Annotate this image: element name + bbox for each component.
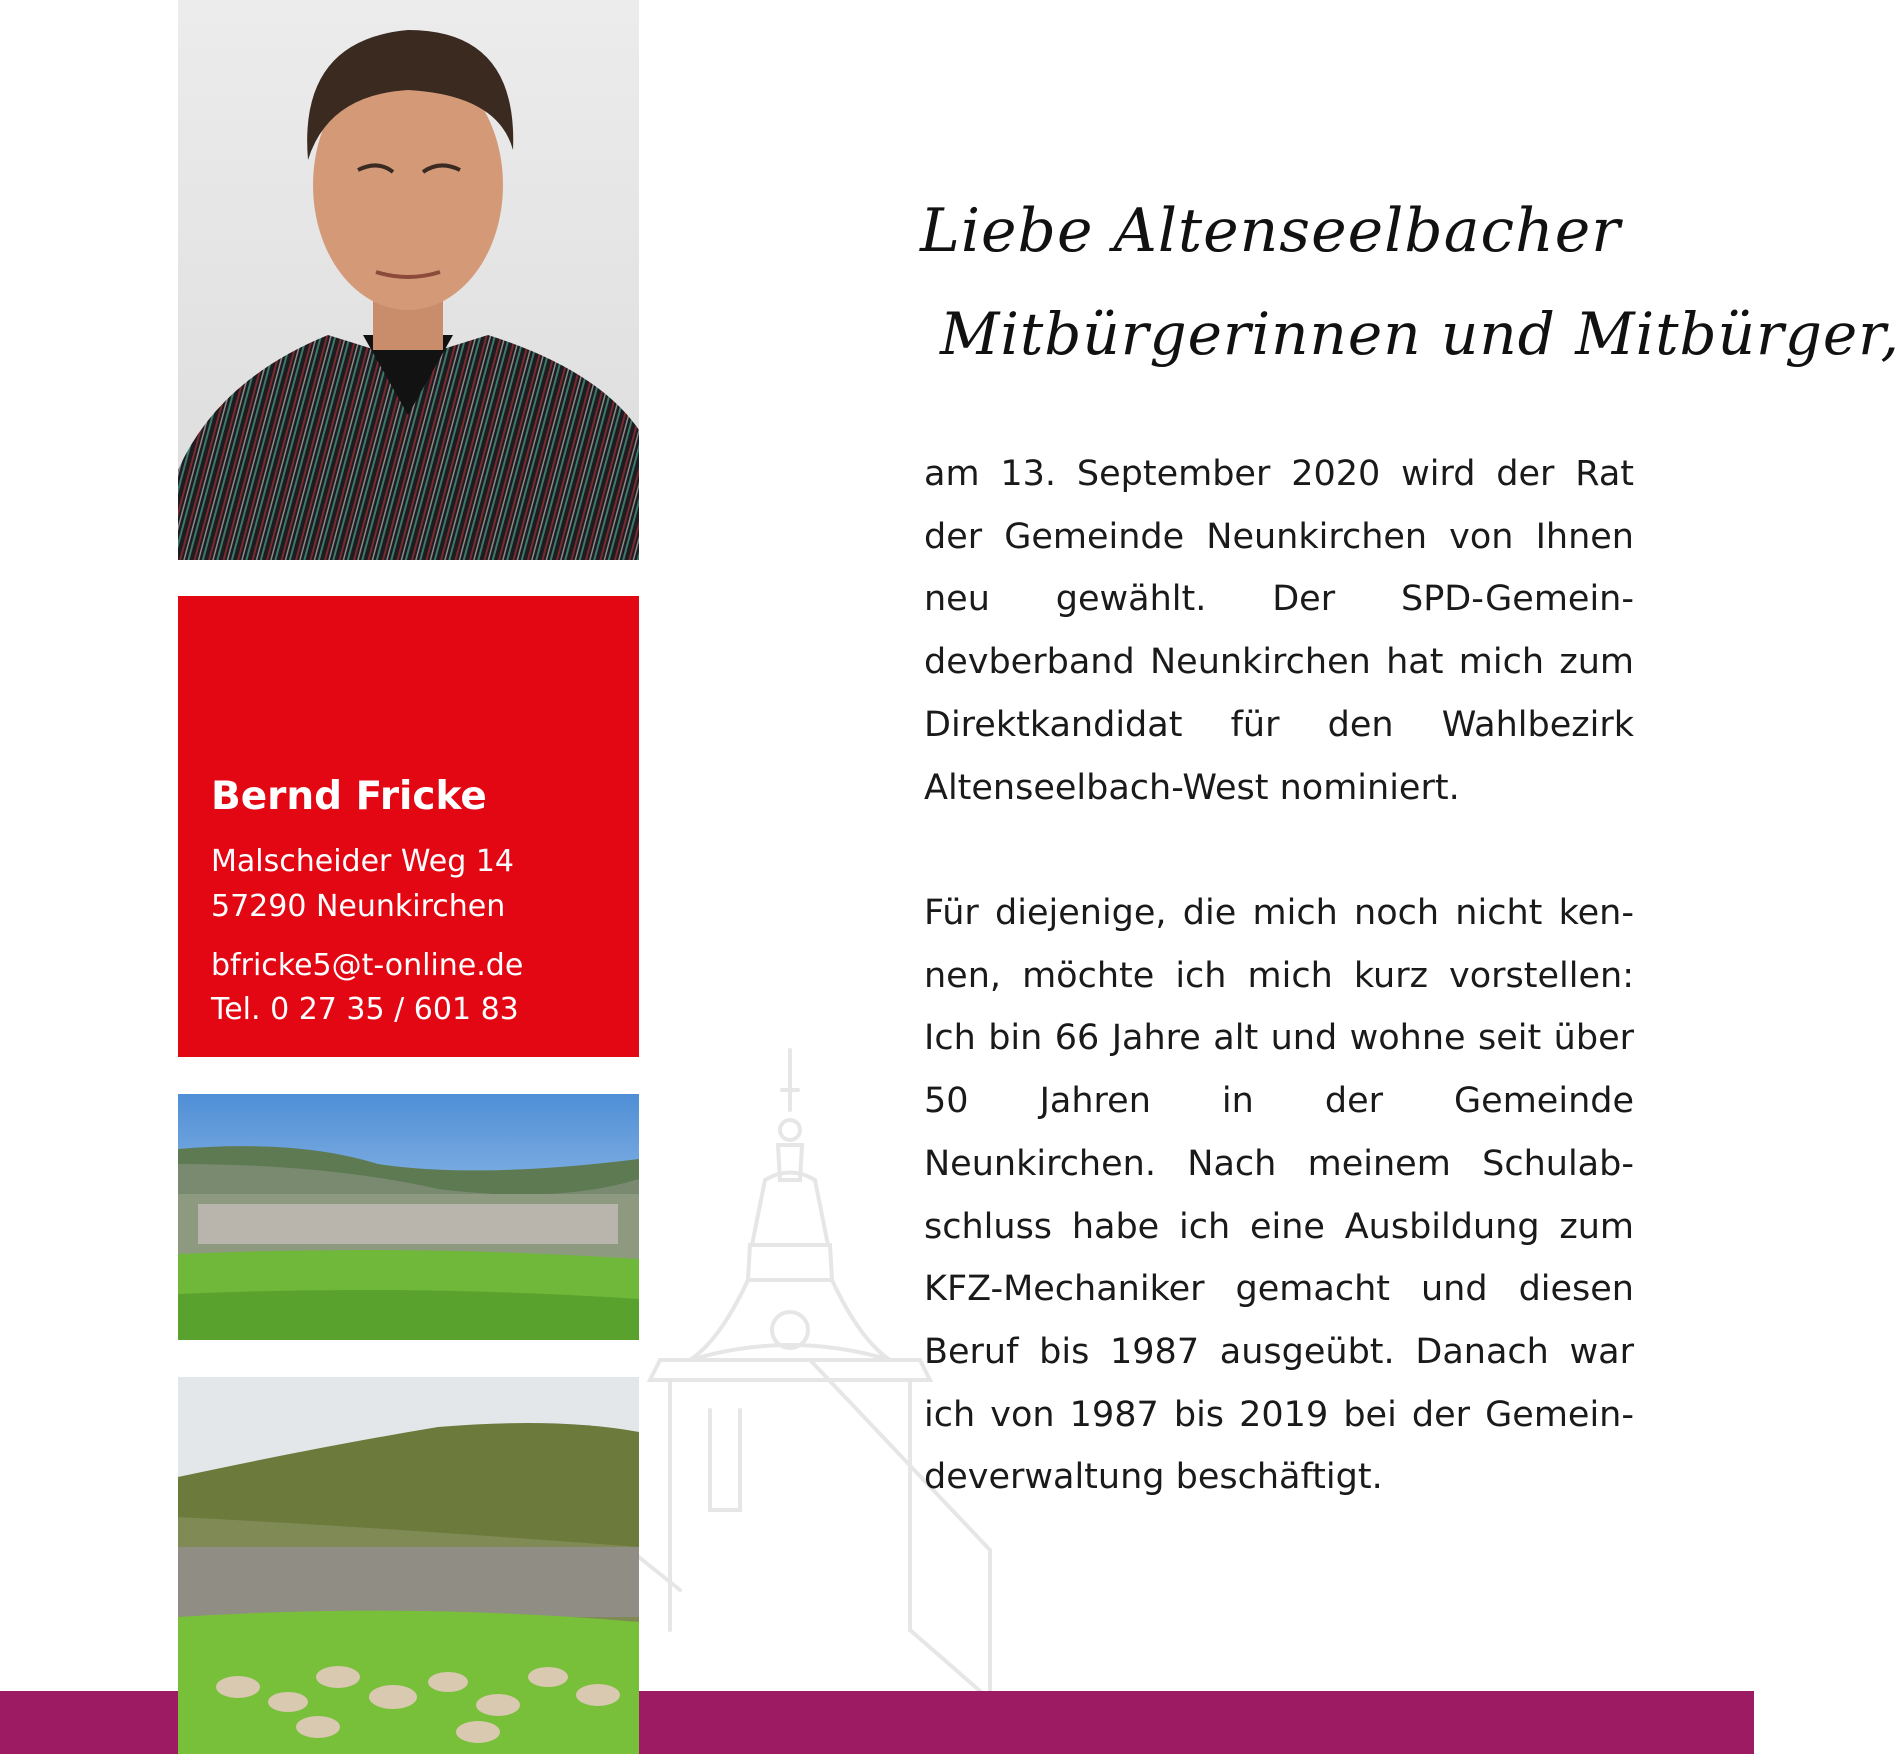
candidate-portrait-photo (178, 0, 639, 560)
biography-paragraph: Für diejenige, die mich noch nicht kennen, möchte ich mich kurz vorstellen: Ich bin 66 Jahre alt und wohne seit über 50 Jahren in der Gemeinde Neunkirchen. Nach meinem Schulabschluss habe ich eine Ausbildung zum KFZ-Mechaniker gemacht und diesen Beruf bis 1987 ausgeübt. Danach war ich von 1987 bis 2019 bei der Gemeindeverwaltung beschäftigt. (924, 893, 1634, 1498)
email-address[interactable]: bfricke5@t-online.de (211, 948, 524, 983)
city-address: 57290 Neunkirchen (211, 889, 506, 924)
candidate-name: Bernd Fricke (211, 774, 487, 819)
intro-paragraph: am 13. September 2020 wird der Rat der Gemeinde Neunkirchen von Ihnen neu gewählt. Der SPD-Gemeindevberband Neunkirchen hat mich zum Direktkandidat für den Wahlbezirk Altenseelbach-West nominiert. (924, 454, 1634, 808)
greeting-line-1: Liebe Altenseelbacher (920, 196, 1621, 266)
sheep-pasture-photo (178, 1377, 639, 1754)
street-address: Malscheider Weg 14 (211, 844, 515, 879)
contact-card (178, 596, 639, 1057)
village-landscape-photo (178, 1094, 639, 1340)
greeting-line-2: Mitbürgerinnen und Mitbürger, (940, 300, 1900, 368)
phone-number[interactable]: Tel. 0 27 35 / 601 83 (211, 992, 519, 1027)
